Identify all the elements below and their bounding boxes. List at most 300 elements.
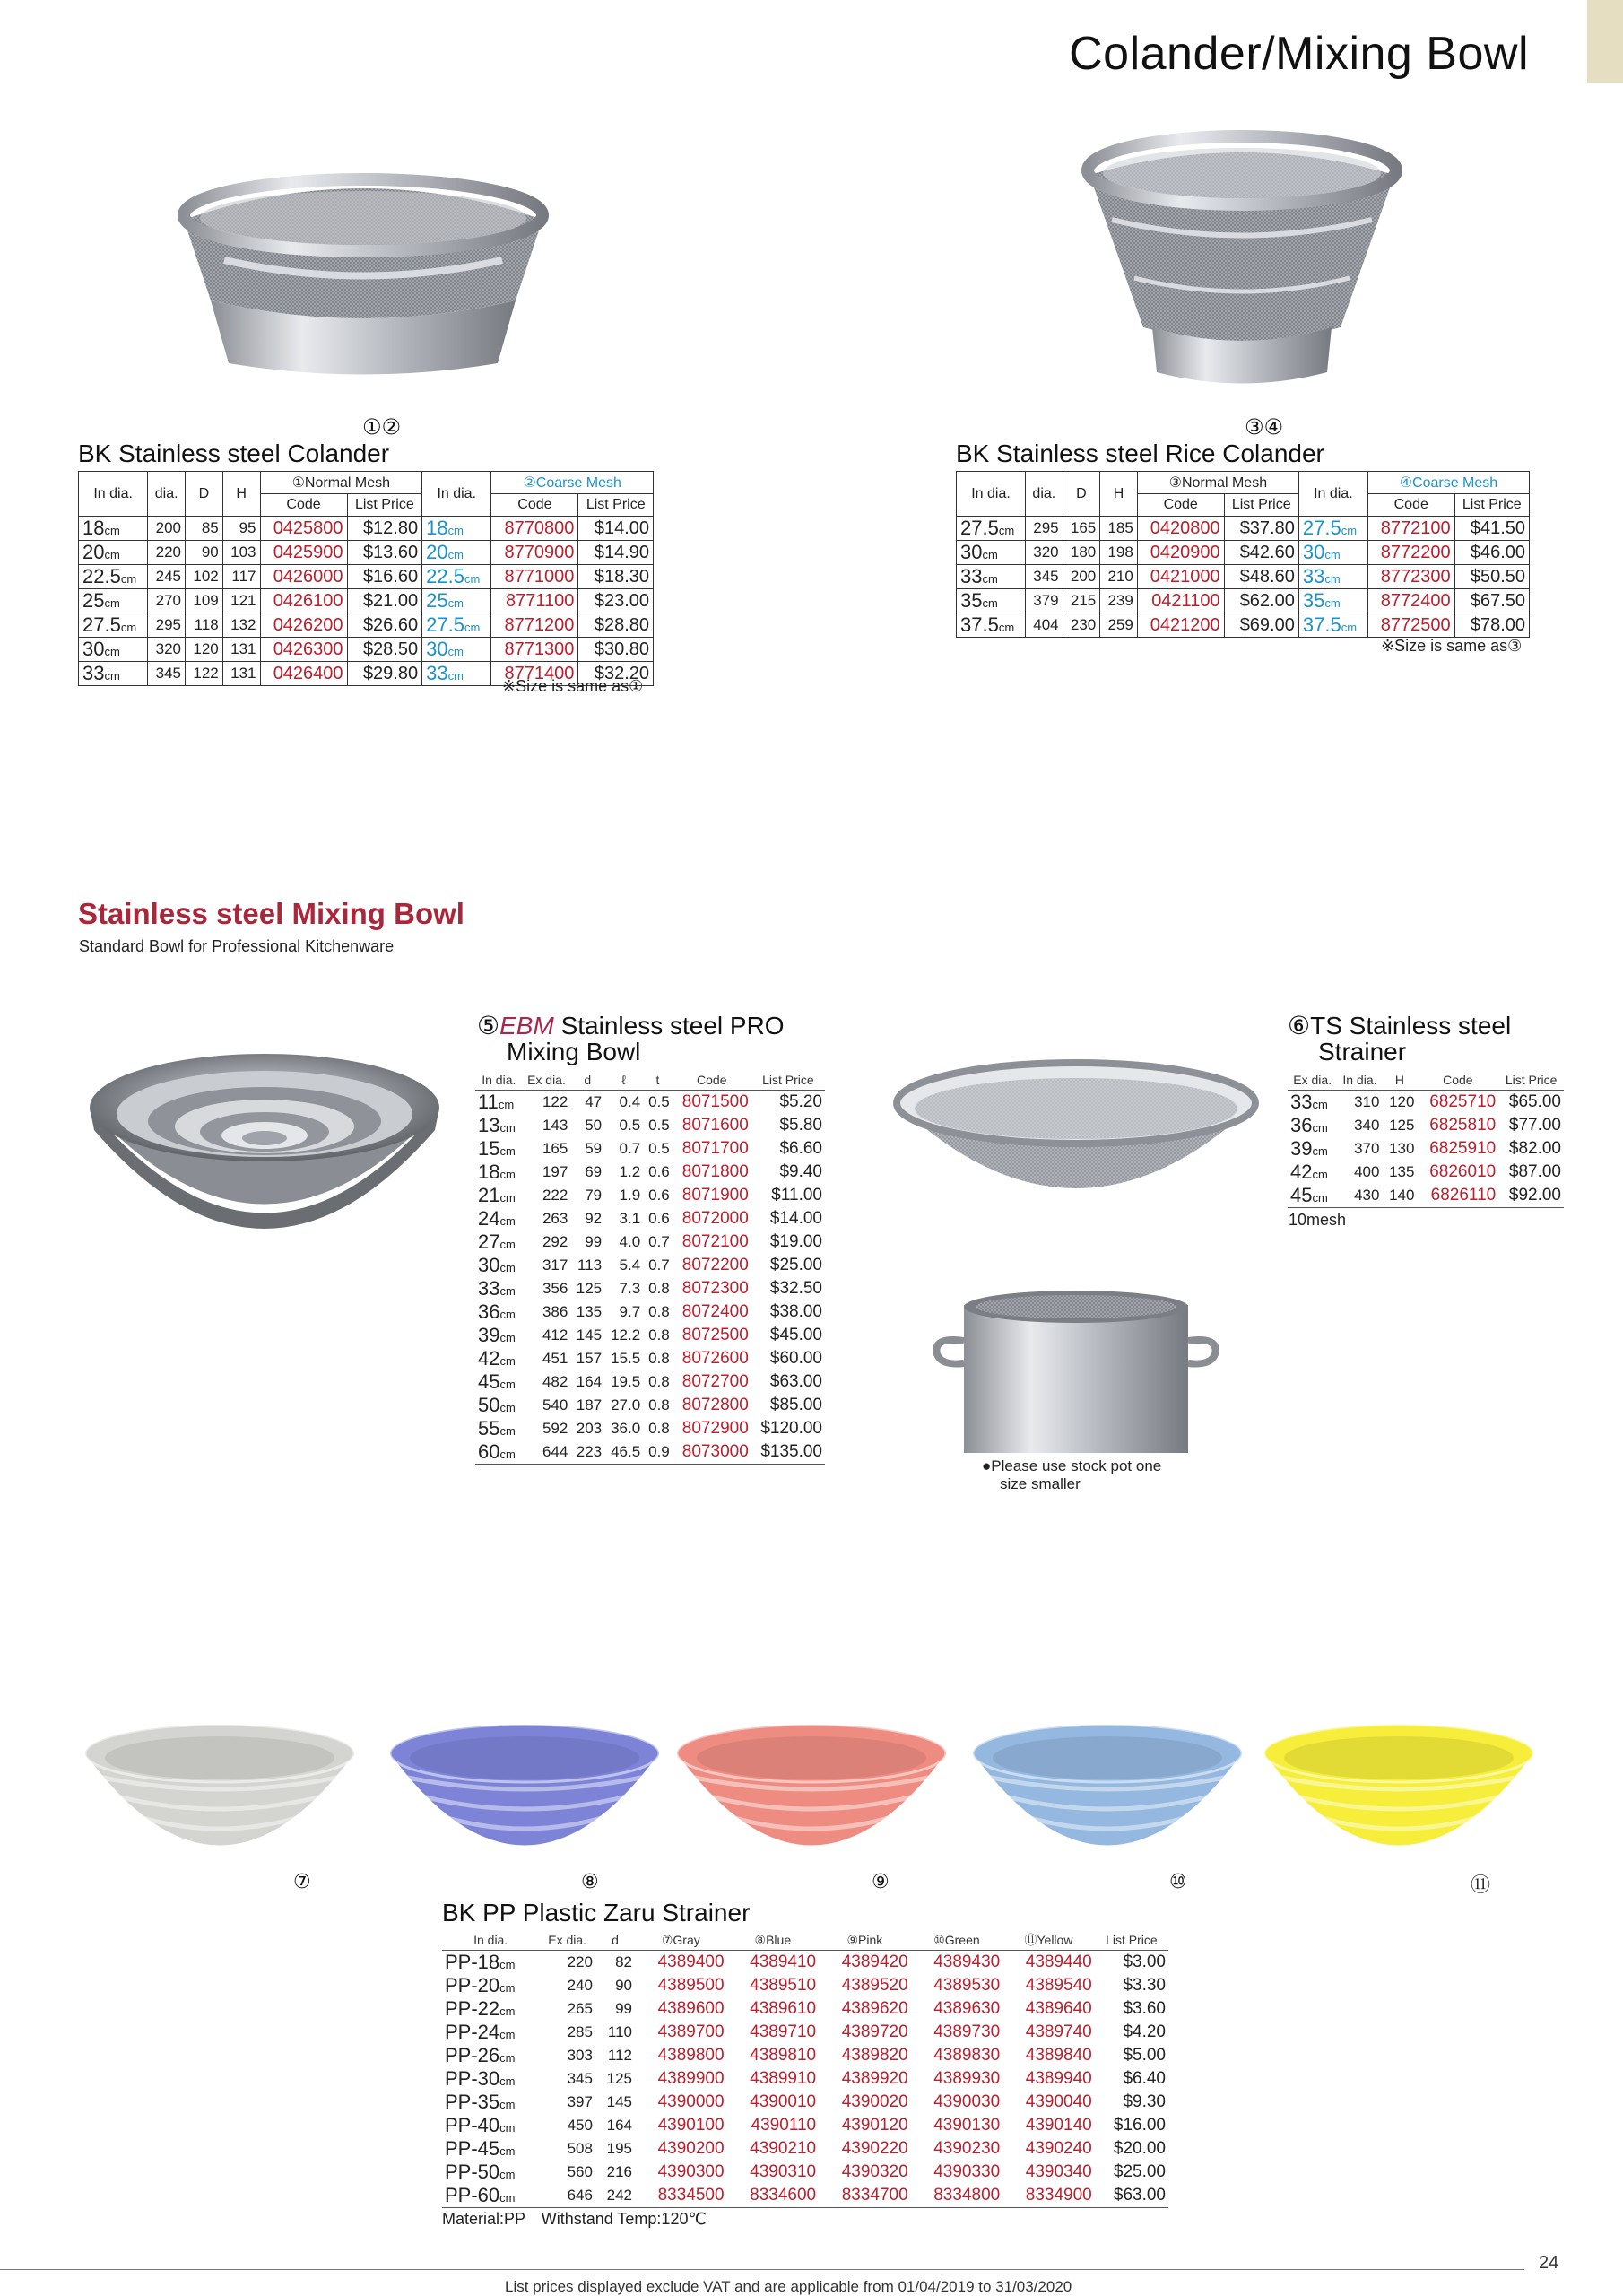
table-row (475, 1347, 825, 1370)
value-cell: 187 (576, 1396, 603, 1413)
value-cell: 317 (542, 1257, 568, 1274)
code-cell: 4389630 (933, 1999, 1001, 2018)
col-code-2: Code (491, 494, 578, 517)
table-row (475, 1161, 825, 1184)
dia-cell: 320 (1026, 541, 1063, 565)
rice-col-in-dia-2: In dia. (1298, 472, 1367, 517)
value-cell: 9.7 (619, 1303, 641, 1320)
col-dia: dia. (148, 472, 186, 517)
size-cell-coarse (1298, 517, 1367, 541)
col-normal-mesh: ①Normal Mesh (260, 472, 422, 494)
size-unit: cm (498, 1098, 515, 1111)
price-cell-coarse: $28.80 (578, 613, 654, 638)
size-value: PP-40 (445, 2114, 500, 2136)
value-cell: 0.8 (648, 1420, 670, 1437)
size-unit: cm (120, 572, 137, 586)
value-cell: 0.8 (648, 1303, 670, 1320)
value-cell: 0.8 (648, 1396, 670, 1413)
value-cell: 0.5 (648, 1117, 670, 1134)
height-cell: 121 (222, 589, 260, 613)
code-cell: 4390230 (933, 2139, 1001, 2158)
code-cell: 6825810 (1429, 1116, 1497, 1135)
price-cell: $21.00 (347, 589, 422, 613)
value-cell: 0.6 (648, 1163, 670, 1180)
size-unit: cm (499, 1331, 516, 1344)
size-value: 55 (478, 1417, 500, 1439)
code-cell: 6825910 (1429, 1139, 1497, 1158)
price-cell: $4.20 (1123, 2022, 1166, 2041)
size-cell-coarse (422, 662, 491, 686)
code-cell: 8072000 (681, 1209, 749, 1228)
value-cell: 110 (607, 2023, 633, 2040)
price-cell-coarse: $14.00 (578, 517, 654, 541)
size-unit: cm (499, 1214, 516, 1228)
size-unit: cm (499, 1981, 516, 1995)
value-cell: 0.8 (648, 1280, 670, 1297)
value-cell: 157 (576, 1350, 603, 1367)
table-row (442, 2137, 1168, 2161)
size-unit: cm (1312, 1191, 1328, 1205)
price-cell: $3.30 (1123, 1976, 1166, 1995)
table-row (1288, 1137, 1564, 1161)
code-cell: 0426200 (260, 613, 347, 638)
code-cell: 8334600 (727, 2184, 820, 2208)
size-cell-coarse (422, 638, 491, 662)
value-cell: 0.5 (648, 1140, 670, 1157)
size-value: PP-60 (445, 2184, 500, 2206)
size-cell (475, 1184, 523, 1207)
size-unit: cm (499, 2191, 516, 2205)
size-unit: cm (499, 1168, 516, 1181)
price-cell-coarse: $14.90 (578, 541, 654, 565)
depth-cell: 90 (186, 541, 223, 565)
size-value: PP-20 (445, 1974, 500, 1996)
value-cell: 46.5 (604, 1440, 643, 1465)
value-cell: 130 (1389, 1140, 1415, 1157)
code-cell: 4390240 (1025, 2139, 1092, 2158)
size-value: 27.5 (82, 613, 121, 636)
code-cell: 8072800 (681, 1396, 749, 1414)
code-cell: 8071900 (681, 1186, 749, 1205)
price-cell: $20.00 (1113, 2139, 1166, 2158)
size-cell (79, 662, 148, 686)
code-cell: 4390110 (751, 2116, 817, 2135)
code-cell: 4390340 (1025, 2162, 1092, 2181)
size-value: PP-18 (445, 1951, 500, 1973)
value-cell: 120 (1389, 1093, 1415, 1110)
depth-cell: 230 (1063, 613, 1100, 638)
code-cell: 8072700 (681, 1372, 749, 1391)
value-cell: 303 (567, 2047, 593, 2064)
size-value: 50 (478, 1394, 500, 1416)
title-tab (1587, 0, 1623, 83)
value-cell: 3.1 (619, 1210, 641, 1227)
rice-col-code-2: Code (1367, 494, 1454, 517)
rice-table (956, 471, 1530, 638)
ts-item-number: ⑥ (1288, 1012, 1311, 1039)
size-value: 39 (1290, 1137, 1313, 1160)
size-value: 27.5 (426, 613, 464, 636)
size-unit: cm (1341, 524, 1358, 537)
value-cell: 47 (585, 1093, 603, 1110)
table-row (442, 1997, 1168, 2021)
size-unit: cm (447, 548, 464, 561)
code-cell-coarse: 8772300 (1367, 565, 1454, 589)
size-unit: cm (982, 596, 998, 610)
table-row (442, 1974, 1168, 1997)
height-cell: 185 (1100, 517, 1138, 541)
price-cell: $16.00 (1113, 2116, 1166, 2135)
column-header: In dia. (475, 1070, 523, 1091)
value-cell: 19.5 (611, 1373, 641, 1390)
value-cell: 508 (567, 2140, 593, 2157)
value-cell: 79 (585, 1187, 603, 1204)
size-cell (475, 1091, 523, 1115)
rice-col-coarse-mesh: ④Coarse Mesh (1367, 472, 1529, 494)
page-number: 24 (1539, 2253, 1559, 2273)
code-cell: 0425900 (260, 541, 347, 565)
size-cell-coarse (1298, 613, 1367, 638)
table-row (475, 1394, 825, 1417)
size-cell (442, 1951, 539, 1975)
table-row (1288, 1161, 1564, 1184)
size-value: 35 (1302, 589, 1325, 612)
code-cell-coarse: 8771000 (491, 565, 578, 589)
table-row (475, 1114, 825, 1137)
code-cell: 4389810 (750, 2046, 817, 2065)
code-cell: 8071600 (681, 1116, 749, 1135)
column-header: d (570, 1070, 604, 1091)
value-cell: 165 (542, 1140, 568, 1157)
dia-cell: 295 (1026, 517, 1063, 541)
table-row (957, 517, 1530, 541)
value-cell: 646 (539, 2184, 595, 2208)
code-cell: 4389520 (841, 1976, 908, 1995)
rice-col-in-dia: In dia. (957, 472, 1026, 517)
value-cell: 397 (567, 2093, 593, 2110)
code-cell: 8334500 (635, 2184, 727, 2208)
size-cell (79, 589, 148, 613)
size-value: 37.5 (1302, 613, 1341, 636)
size-value: 33 (1302, 565, 1325, 587)
column-header: List Price (751, 1070, 825, 1091)
table-row (957, 541, 1530, 565)
size-unit: cm (1312, 1168, 1328, 1181)
value-cell: 482 (542, 1373, 568, 1390)
size-value: 27.5 (960, 517, 999, 539)
column-header: List Price (1095, 1930, 1168, 1951)
col-price: List Price (347, 494, 422, 517)
column-header: H (1382, 1070, 1417, 1091)
ts-mesh-note: 10mesh (1289, 1211, 1347, 1229)
price-cell: $14.00 (769, 1209, 822, 1228)
height-cell: 95 (222, 517, 260, 541)
ts-title (1288, 1011, 1511, 1040)
table-row (475, 1091, 825, 1115)
size-unit: cm (499, 1401, 516, 1414)
value-cell: 0.8 (648, 1350, 670, 1367)
price-cell: $16.60 (347, 565, 422, 589)
depth-cell: 120 (186, 638, 223, 662)
price-cell: $60.00 (769, 1349, 822, 1368)
code-cell: 0426000 (260, 565, 347, 589)
dia-cell: 320 (148, 638, 186, 662)
size-value: 45 (1290, 1184, 1313, 1206)
code-cell: 0425800 (260, 517, 347, 541)
value-cell: 145 (606, 2093, 633, 2110)
size-cell (79, 565, 148, 589)
code-cell-coarse: 8771100 (491, 589, 578, 613)
table-row (79, 589, 654, 613)
price-cell: $32.50 (769, 1279, 822, 1298)
price-cell: $25.00 (1113, 2162, 1166, 2181)
value-cell: 0.8 (648, 1373, 670, 1390)
size-value: PP-24 (445, 2021, 500, 2043)
code-cell: 4389410 (750, 1952, 817, 1971)
size-value: PP-45 (445, 2137, 500, 2160)
value-cell: 69 (585, 1163, 603, 1180)
size-unit: cm (1341, 621, 1358, 634)
price-cell: $25.00 (769, 1256, 822, 1274)
size-cell-coarse (1298, 565, 1367, 589)
size-cell (475, 1394, 523, 1417)
size-unit: cm (104, 669, 120, 683)
colander-table (78, 471, 654, 686)
size-cell (79, 541, 148, 565)
rice-col-h: H (1100, 472, 1138, 517)
value-cell: 145 (576, 1326, 603, 1344)
table-row (957, 613, 1530, 638)
value-cell: 112 (607, 2047, 633, 2064)
zaru-yellow-label: ⑪ (1471, 1874, 1491, 1896)
size-value: 21 (478, 1184, 500, 1206)
code-cell: 0426300 (260, 638, 347, 662)
size-cell (475, 1114, 523, 1137)
size-unit: cm (1312, 1121, 1328, 1135)
size-cell (442, 1997, 539, 2021)
value-cell: 0.8 (648, 1326, 670, 1344)
size-cell (475, 1231, 523, 1254)
code-cell: 0421100 (1137, 589, 1224, 613)
size-unit: cm (998, 621, 1015, 634)
height-cell: 239 (1100, 589, 1138, 613)
value-cell: 223 (570, 1440, 604, 1465)
value-cell: 92 (585, 1210, 603, 1227)
table-row (442, 2161, 1168, 2184)
value-cell: 0.6 (648, 1210, 670, 1227)
size-unit: cm (120, 621, 137, 634)
size-unit: cm (447, 645, 464, 658)
size-cell (957, 565, 1026, 589)
code-cell: 8072300 (681, 1279, 749, 1298)
size-value: 33 (1290, 1091, 1313, 1113)
code-cell: 8334700 (819, 2184, 911, 2208)
code-cell: 4389500 (657, 1976, 725, 1995)
depth-cell: 85 (186, 517, 223, 541)
price-cell: $6.40 (1123, 2069, 1166, 2088)
table-row (475, 1370, 825, 1394)
size-cell-coarse (422, 565, 491, 589)
colander-image (175, 166, 551, 390)
value-cell: 90 (615, 1977, 633, 1994)
value-cell: 5.4 (619, 1257, 641, 1274)
price-cell: $26.60 (347, 613, 422, 638)
zaru-blue-label: ⑧ (581, 1870, 599, 1892)
rice-note: ※Size is same as③ (1381, 637, 1523, 655)
size-unit: cm (499, 1238, 516, 1251)
value-cell: 451 (542, 1350, 568, 1367)
page-title: Colander/Mixing Bowl (1069, 28, 1529, 80)
col-h: H (222, 472, 260, 517)
table-row (475, 1324, 825, 1347)
size-value: 27 (478, 1231, 500, 1253)
table-row (79, 565, 654, 589)
table-row (475, 1440, 825, 1465)
ebm-table (475, 1070, 825, 1465)
col-price-2: List Price (578, 494, 654, 517)
height-cell: 198 (1100, 541, 1138, 565)
code-cell-coarse: 8771300 (491, 638, 578, 662)
code-cell-coarse: 8770800 (491, 517, 578, 541)
value-cell: 125 (576, 1280, 603, 1297)
colander-note: ※Size is same as① (502, 677, 644, 695)
size-value: PP-26 (445, 2044, 500, 2066)
size-unit: cm (499, 2121, 516, 2135)
value-cell: 216 (606, 2163, 633, 2180)
table-row (475, 1277, 825, 1300)
col-d: D (186, 472, 223, 517)
size-unit: cm (499, 1121, 516, 1135)
table-row (475, 1300, 825, 1324)
code-cell: 4390300 (657, 2162, 725, 2181)
mixing-bowls-image (85, 1049, 444, 1318)
size-cell (475, 1440, 523, 1465)
value-cell: 36.0 (611, 1420, 641, 1437)
code-cell: 6825710 (1429, 1092, 1497, 1111)
size-unit: cm (499, 2144, 516, 2158)
table-row (957, 565, 1530, 589)
code-cell: 4390010 (750, 2092, 817, 2111)
value-cell: 15.5 (611, 1350, 641, 1367)
dia-cell: 345 (148, 662, 186, 686)
value-cell: 0.7 (648, 1233, 670, 1250)
ts-title-line1: TS Stainless steel (1310, 1012, 1512, 1039)
table-row (475, 1137, 825, 1161)
col-in-dia-2: In dia. (422, 472, 491, 517)
price-cell: $9.30 (1123, 2092, 1166, 2111)
size-unit: cm (499, 2098, 516, 2111)
size-unit: cm (464, 572, 481, 586)
value-cell: 4.0 (619, 1233, 641, 1250)
code-cell: 4389940 (1025, 2069, 1092, 2088)
value-cell: 164 (576, 1373, 603, 1390)
value-cell: 99 (585, 1233, 603, 1250)
size-unit: cm (499, 1284, 516, 1298)
size-value: 20 (426, 541, 448, 563)
stock-pot-image (924, 1287, 1228, 1453)
depth-cell: 102 (186, 565, 223, 589)
size-unit: cm (104, 524, 120, 537)
code-cell: 0426400 (260, 662, 347, 686)
value-cell: 50 (585, 1117, 603, 1134)
size-unit: cm (1324, 596, 1341, 610)
code-cell: 8071800 (681, 1162, 749, 1181)
size-value: 24 (478, 1207, 500, 1230)
ts-strainer-image (888, 1049, 1264, 1229)
value-cell: 0.9 (643, 1440, 673, 1465)
dia-cell: 270 (148, 589, 186, 613)
code-cell: 4389830 (933, 2046, 1001, 2065)
value-cell: 0.4 (619, 1093, 641, 1110)
value-cell: 356 (542, 1280, 568, 1297)
value-cell: 430 (1337, 1184, 1382, 1208)
size-cell (957, 541, 1026, 565)
code-cell: 4390120 (841, 2116, 908, 2135)
value-cell: 1.9 (619, 1187, 641, 1204)
dia-cell: 379 (1026, 589, 1063, 613)
zaru-title: BK PP Plastic Zaru Strainer (442, 1899, 751, 1926)
code-cell: 4389920 (841, 2069, 908, 2088)
value-cell: 195 (606, 2140, 633, 2157)
height-cell: 210 (1100, 565, 1138, 589)
code-cell: 0421200 (1137, 613, 1224, 638)
value-cell: 135 (576, 1303, 603, 1320)
column-header: In dia. (442, 1930, 539, 1951)
size-cell (442, 2114, 539, 2137)
size-value: 13 (478, 1114, 500, 1136)
value-cell: 143 (542, 1117, 568, 1134)
size-unit: cm (499, 2005, 516, 2018)
code-cell: 8334800 (911, 2184, 1003, 2208)
code-cell: 8072500 (681, 1326, 749, 1344)
size-unit: cm (447, 596, 464, 610)
size-value: 36 (478, 1300, 500, 1323)
code-cell: 4390320 (841, 2162, 908, 2181)
price-cell: $29.80 (347, 662, 422, 686)
size-value: PP-30 (445, 2067, 500, 2090)
size-cell (475, 1370, 523, 1394)
size-cell (442, 2021, 539, 2044)
zaru-yellow-image (1255, 1713, 1542, 1883)
size-unit: cm (499, 1261, 516, 1274)
value-cell: 12.2 (611, 1326, 641, 1344)
size-cell (442, 2044, 539, 2067)
price-cell: $77.00 (1508, 1116, 1561, 1135)
section-title: Stainless steel Mixing Bowl (78, 897, 464, 930)
price-cell: $5.80 (779, 1116, 822, 1135)
height-cell: 132 (222, 613, 260, 638)
size-value: 25 (82, 589, 105, 612)
value-cell: 0.7 (648, 1257, 670, 1274)
code-cell: 4389420 (841, 1952, 908, 1971)
code-cell: 8073000 (673, 1440, 751, 1465)
size-cell (442, 2184, 539, 2208)
size-cell (475, 1277, 523, 1300)
col-coarse-mesh: ②Coarse Mesh (491, 472, 654, 494)
dia-cell: 220 (148, 541, 186, 565)
zaru-blue-image (381, 1713, 668, 1883)
depth-cell: 180 (1063, 541, 1100, 565)
size-unit: cm (1324, 548, 1341, 561)
size-unit: cm (982, 572, 998, 586)
dia-cell: 345 (1026, 565, 1063, 589)
size-cell (442, 2067, 539, 2091)
code-cell: 4389510 (750, 1976, 817, 1995)
value-cell: 285 (567, 2023, 593, 2040)
code-cell: 8334900 (1002, 2184, 1095, 2208)
size-cell (475, 1347, 523, 1370)
size-value: 11 (478, 1091, 499, 1113)
